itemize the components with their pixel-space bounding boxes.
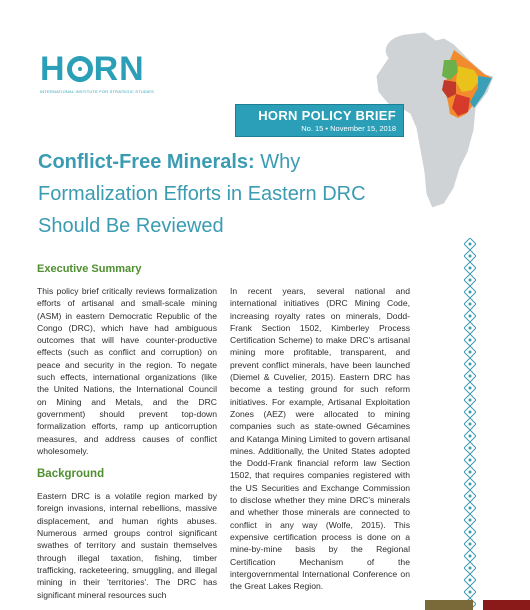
executive-summary-heading: Executive Summary (37, 263, 142, 275)
left-column (37, 262, 217, 601)
logo-letters-rn: RN (93, 50, 145, 88)
banner-meta: No. 15 • November 15, 2018 (301, 124, 396, 133)
bottom-edge-block-left (425, 600, 473, 610)
right-column (230, 285, 410, 592)
logo-o-mark (67, 56, 93, 82)
bottom-edge-block-right (483, 600, 530, 610)
background-heading: Background (37, 468, 105, 481)
background-text: Eastern DRC is a volatile region marked by foreign invasions, internal rebellions, massive displacement, and human rights abuses. Numerous armed groups control significant swathes of territory and sustain themselves through illegal taxation, fishing, timber trafficking, racketeering, smuggling, and illegal mining in their 'territories'. The DRC has significant mineral resources such (37, 491, 217, 600)
document-title (38, 146, 438, 242)
title-bold-part: Conflict-Free Minerals: (38, 151, 255, 173)
right-column-text: In recent years, several national and international initiatives (DRC Mining Code, increasing royalty rates on minerals, Dodd-Frank Section 1502, Kimberley Process Certification Scheme) to make DRC's artisanal mining more profitable, transparent, and prevent conflict minerals, have been launched (Diemel & Cuvelier, 2015). Eastern DRC has become a testing ground for such reform initiatives. For example, Artisanal Exploitation Zones (AEZ) were allocated to mining companies such as state-owned Gécamines and Katanga Mining Limited to govern artisanal mines. Additionally, the United States adopted the Dodd-Frank financial reform law Section 1502, that requires companies registered with the US Securities and Exchange Commission to disclose whether they mine DRC's minerals and whether those minerals are connected to conflict in any way (Wolfe, 2015). This expensive certification process is done on a mine-by-mine basis by the Regional Certification Mechanism of the intergovernmental International Conference on the Great Lakes Region. (230, 286, 410, 592)
decorative-border (464, 238, 476, 610)
policy-brief-banner (232, 104, 404, 137)
title-line-3: Should Be Reviewed (38, 215, 224, 237)
title-line-1 (38, 146, 438, 178)
logo-letter-h: H (40, 50, 66, 88)
title-rest: Why (254, 151, 301, 173)
executive-summary-text: This policy brief critically reviews formalization efforts of artisanal and small-scale mining (ASM) in eastern Democratic Republic of the Congo (DRC), which have had ambiguous outcomes that will have counter-productive effects (such as conflict and corruption) on peace and security in the region. To negate such effects, international organizations (like the United Nations, the International Council on Mining and Metals, and the DRC government) should prevent top-down formalization efforts, ramp up anticorruption measures, and address causes of conflict wholesomely. (37, 286, 217, 456)
logo-tagline: INTERNATIONAL INSTITUTE FOR STRATEGIC STUDIES (40, 89, 155, 94)
horn-logo (40, 50, 155, 94)
logo-wordmark (40, 52, 150, 86)
title-line-2: Formalization Efforts in Eastern DRC (38, 183, 366, 205)
banner-title: HORN POLICY BRIEF (258, 108, 396, 123)
